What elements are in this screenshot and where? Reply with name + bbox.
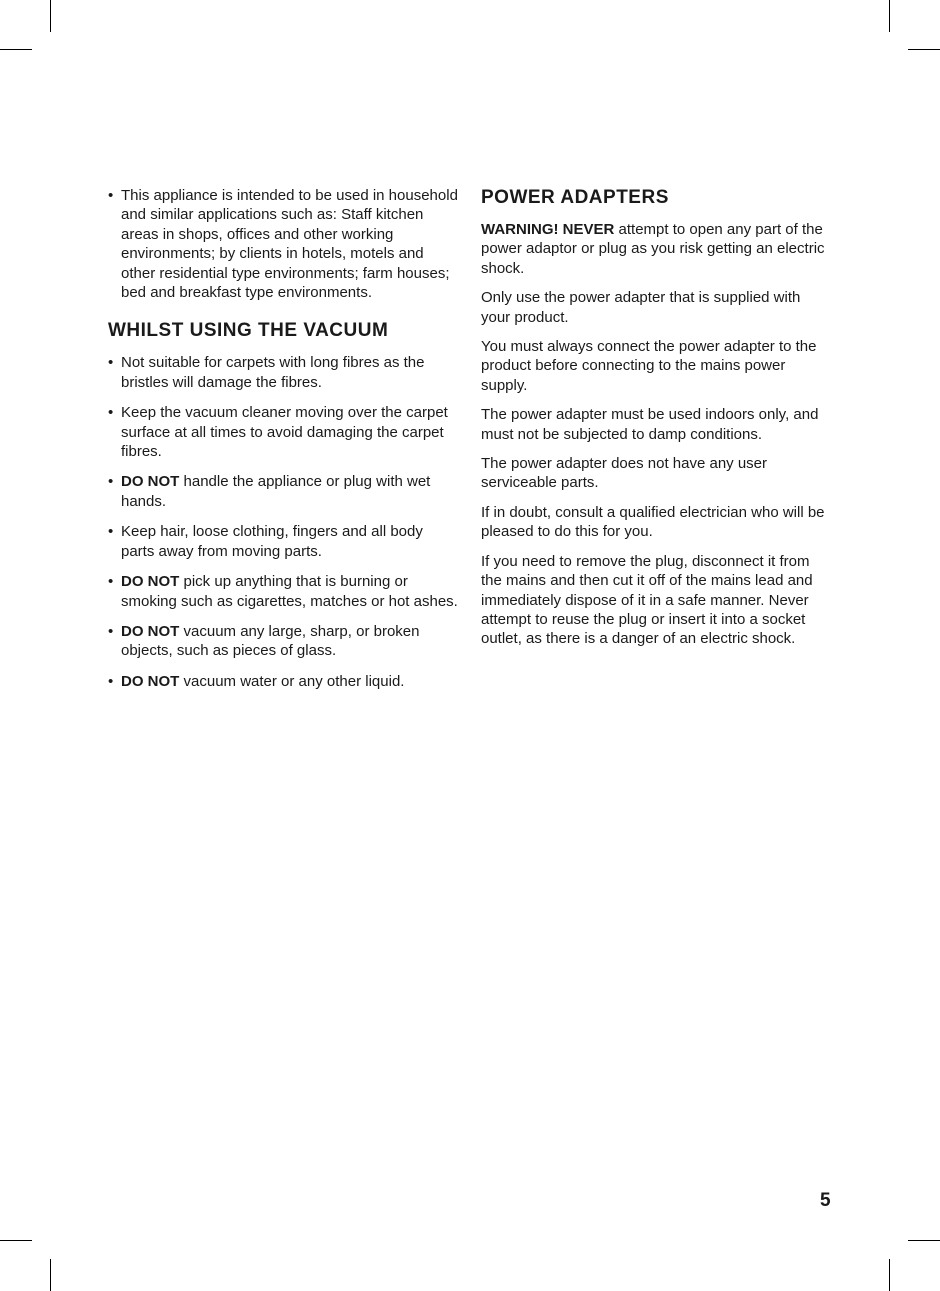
- list-item: [108, 472, 460, 511]
- bullet-text: Not suitable for carpets with long fibres as the bristles will damage the fibres.: [121, 354, 425, 391]
- power-adapters-heading: POWER ADAPTERS: [481, 187, 669, 208]
- intro-bullet-list: [108, 186, 460, 302]
- bullet-text: pick up anything that is burning or smoking such as cigarettes, matches or hot ashes.: [121, 573, 458, 610]
- paragraph: [481, 220, 831, 278]
- list-item: [108, 522, 460, 561]
- bullet-text: handle the appliance or plug with wet hands.: [121, 473, 431, 510]
- list-item: [108, 622, 460, 661]
- bullet-text: vacuum water or any other liquid.: [179, 672, 405, 690]
- paragraph-text: The power adapter does not have any user serviceable parts.: [481, 455, 768, 492]
- list-item: [108, 403, 460, 461]
- section-heading: WHILST USING THE VACUUM: [108, 320, 389, 342]
- bullet-text: Keep hair, loose clothing, fingers and all body parts away from moving parts.: [121, 523, 423, 560]
- bold-prefix: DO NOT: [121, 473, 180, 491]
- paragraph-text: If in doubt, consult a qualified electrician who will be pleased to do this for you.: [481, 503, 825, 541]
- paragraph: [481, 288, 831, 327]
- crop-mark: [908, 49, 940, 50]
- crop-mark: [0, 49, 32, 50]
- bold-prefix: DO NOT: [121, 622, 180, 640]
- bullet-text: vacuum any large, sharp, or broken objects, such as pieces of glass.: [121, 622, 420, 660]
- bold-prefix: DO NOT: [121, 672, 180, 690]
- crop-mark: [889, 1259, 890, 1291]
- crop-mark: [0, 1240, 32, 1241]
- paragraph-text: attempt to open any part of the power adaptor or plug as you risk getting an electric shock.: [481, 221, 825, 277]
- right-column: [481, 186, 831, 659]
- list-item: [108, 353, 460, 392]
- left-column: [108, 186, 460, 702]
- paragraph: [481, 454, 831, 493]
- list-item: [108, 672, 460, 691]
- paragraph-text: The power adapter must be used indoors only, and must not be subjected to damp conditions.: [481, 406, 819, 443]
- list-item: [108, 572, 460, 611]
- paragraph: [481, 503, 831, 542]
- paragraph: [481, 337, 831, 395]
- crop-mark: [50, 0, 51, 32]
- bullet-text: Keep the vacuum cleaner moving over the carpet surface at all times to avoid damaging the carpet fibres.: [121, 404, 448, 461]
- intro-bullet: [108, 186, 460, 302]
- crop-mark: [50, 1259, 51, 1291]
- crop-mark: [889, 0, 890, 32]
- paragraph-text: Only use the power adapter that is supplied with your product.: [481, 289, 801, 326]
- paragraph-text: If you need to remove the plug, disconnect it from the mains and then cut it off of the mains lead and immediately dispose of it in a safe manner. Never attempt to reuse the plug or insert it into a socket outlet, as there is a danger of an electric shock.: [481, 552, 813, 648]
- paragraph-text: You must always connect the power adapter to the product before connecting to the mains power supply.: [481, 338, 817, 394]
- safety-bullet-list: [108, 353, 460, 691]
- bullet-text: This appliance is intended to be used in household and similar applications such as: Staff kitchen areas in shops, offices and other working environments; by clients in hotels, motels and other residential type environments; farm houses; bed and breakfast type environments.: [121, 187, 458, 302]
- page-number: 5: [820, 1190, 831, 1211]
- paragraph: [481, 552, 831, 649]
- crop-mark: [908, 1240, 940, 1241]
- bold-prefix: WARNING! NEVER: [481, 221, 615, 238]
- paragraph: [481, 405, 831, 444]
- bold-prefix: DO NOT: [121, 573, 180, 591]
